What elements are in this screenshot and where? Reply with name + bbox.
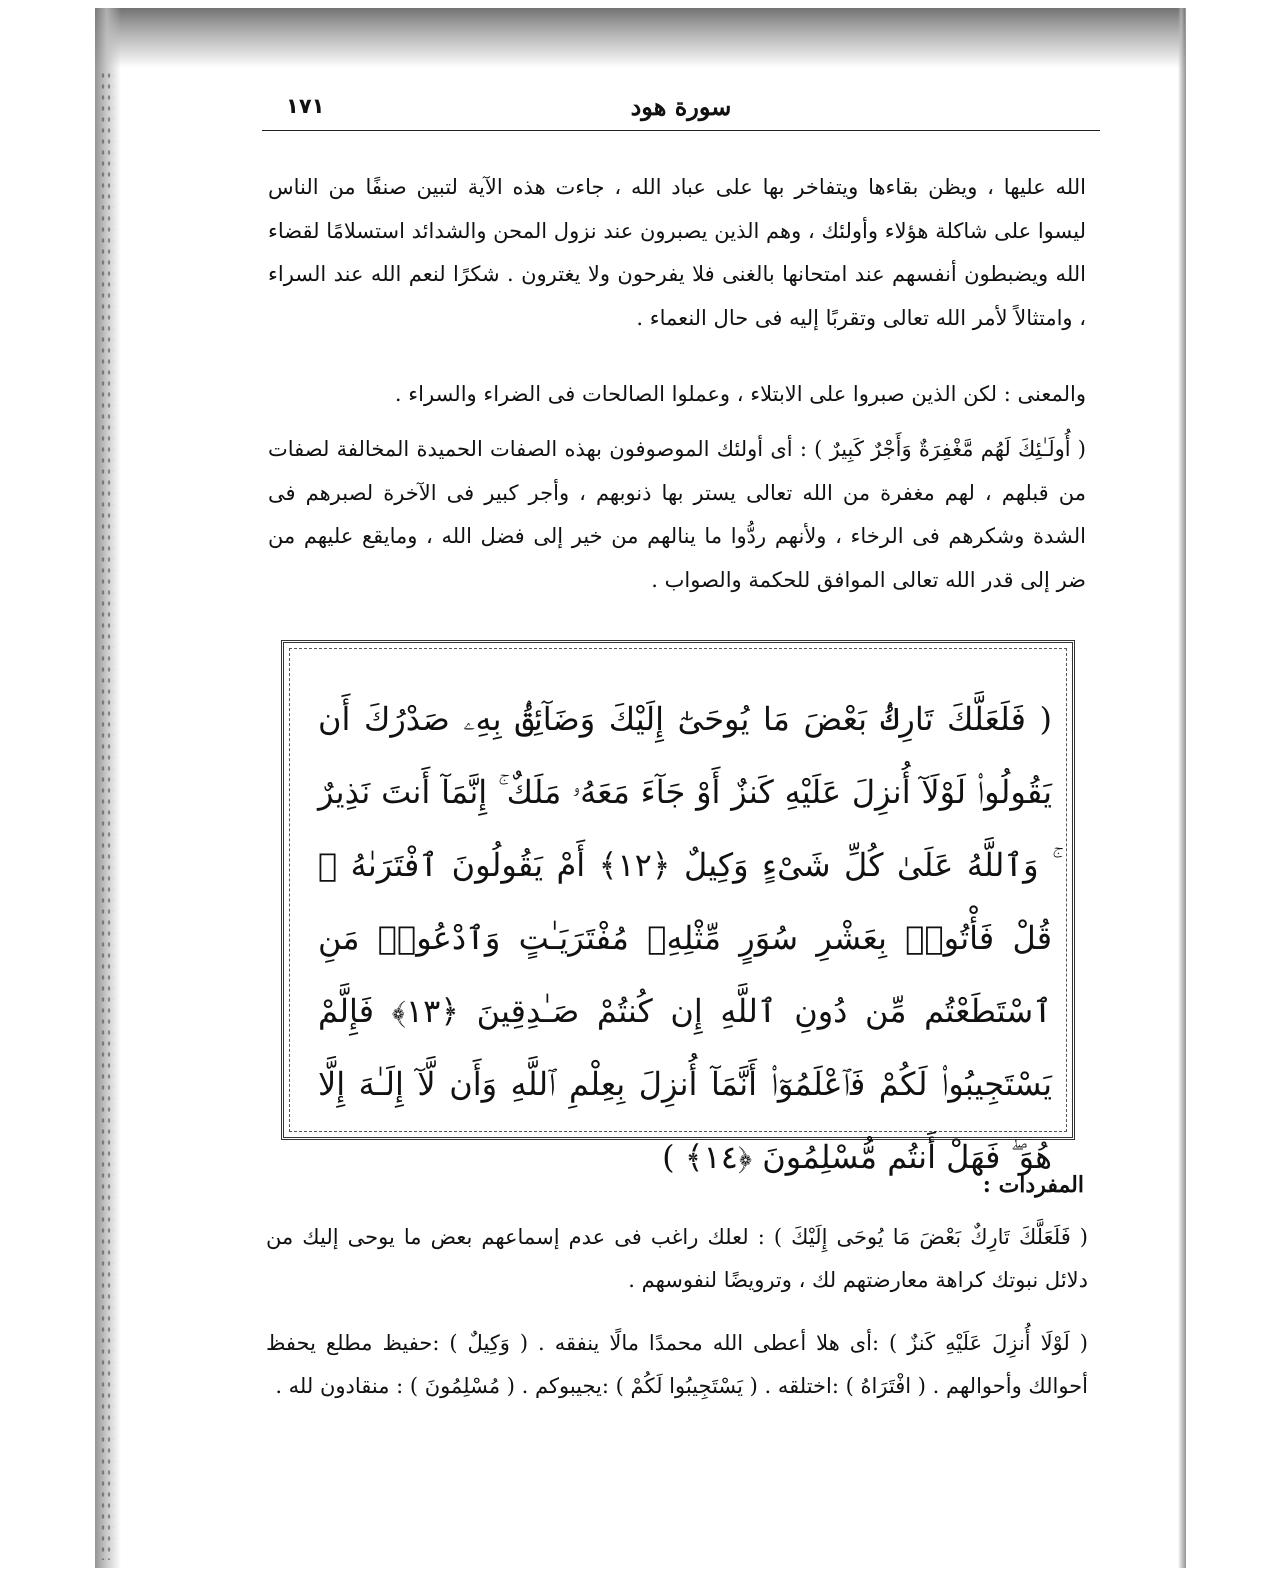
scan-edge-right — [1178, 8, 1186, 1568]
tafsir-paragraph: ( أُولَـٰئِكَ لَهُم مَّغْفِرَةٌ وَأَجْرٌ كَبِيرٌ ) : أى أولئك الموصوفون بهذه الصفات الحميدة المخالفة لصفات من قبلهم ، لهم مغفرة من الله تعالى يستر بها ذنوبهم ، وأجر كبير فى الآخرة لصبرهم فى الشدة وشكرهم فى الرخاء ، ولأنهم ردُّوا ما ينالهم من خير إلى فضل الله ، ومايقع عليهم من ضر إلى قدر الله تعالى الموافق للحكمة والصواب . — [268, 437, 1086, 592]
meaning-paragraph: والمعنى : لكن الذين صبروا على الابتلاء ، وعملوا الصالحات فى الضراء والسراء . — [394, 382, 1086, 406]
scan-edge-noise — [100, 70, 114, 1560]
page-number: ١٧١ — [286, 94, 325, 118]
quran-verse-box — [281, 640, 1075, 1176]
vocabulary-entry: ( فَلَعَلَّكَ تَارِكٌ بَعْضَ مَا يُوحَى إِلَيْكَ ) : لعلك راغب فى عدم إسماعهم بعض ما يوحى إليك من دلائل نبوتك كراهة معارضتهم لك ، وترويضًا لنفوسهم . — [266, 1225, 1088, 1292]
vocabulary-entry: ( لَوْلَا أُنزِلَ عَلَيْهِ كَنزٌ ) :أى هلا أعطى الله محمدًا مالًا ينفقه . ( وَكِيلٌ ) :حفيظ مطلع يحفظ أحوالك وأحوالهم . ( افْتَرَاهُ ) :اختلقه . ( يَسْتَجِيبُوا لَكُمْ ) :يجيبوكم . ( مُسْلِمُونَ ) : منقادون لله . — [266, 1331, 1088, 1398]
page-header — [262, 90, 1100, 131]
vocabulary-heading: المفردات : — [982, 1172, 1084, 1198]
scan-edge-top — [95, 8, 1185, 68]
surah-title: سورة هود — [630, 92, 732, 121]
intro-paragraph: الله عليها ، ويظن بقاءها ويتفاخر بها على عباد الله ، جاءت هذه الآية لتبين صنفًا من الناس ليسوا على شاكلة هؤلاء وأولئك ، وهم الذين يصبرون عند نزول المحن والشدائد استسلامًا لقضاء الله ويضبطون أنفسهم عند امتحانها بالغنى فلا يفرحون ولا يغترون . شكرًا لنعم الله عند السراء ، وامتثالاً لأمر الله تعالى وتقربًا إليه فى حال النعماء . — [268, 175, 1086, 330]
quran-verses: ( فَلَعَلَّكَ تَارِكُۢ بَعْضَ مَا يُوحَىٰٓ إِلَيْكَ وَضَآئِقُۢ بِهِۦ صَدْرُكَ أَن يَقُولُوا۟ لَوْلَآ أُنزِلَ عَلَيْهِ كَنزٌ أَوْ جَآءَ مَعَهُۥ مَلَكٌ ۚ إِنَّمَآ أَنتَ نَذِيرٌ ۚ وَٱللَّهُ عَلَىٰ كُلِّ شَىْءٍ وَكِيلٌ ﴿١٢﴾ أَمْ يَقُولُونَ ٱفْتَرَىٰهُ ۖ قُلْ فَأْتُوا۟ بِعَشْرِ سُوَرٍ مِّثْلِهِۦ مُفْتَرَيَـٰتٍ وَٱدْعُوا۟ مَنِ ٱسْتَطَعْتُم مِّن دُونِ ٱللَّهِ إِن كُنتُمْ صَـٰدِقِينَ ﴿١٣﴾ فَإِلَّمْ يَسْتَجِيبُوا۟ لَكُمْ فَٱعْلَمُوٓا۟ أَنَّمَآ أُنزِلَ بِعِلْمِ ٱللَّهِ وَأَن لَّآ إِلَـٰهَ إِلَّا هُوَ ۖ فَهَلْ أَنتُم مُّسْلِمُونَ ﴿١٤﴾ ) — [318, 700, 1053, 1176]
